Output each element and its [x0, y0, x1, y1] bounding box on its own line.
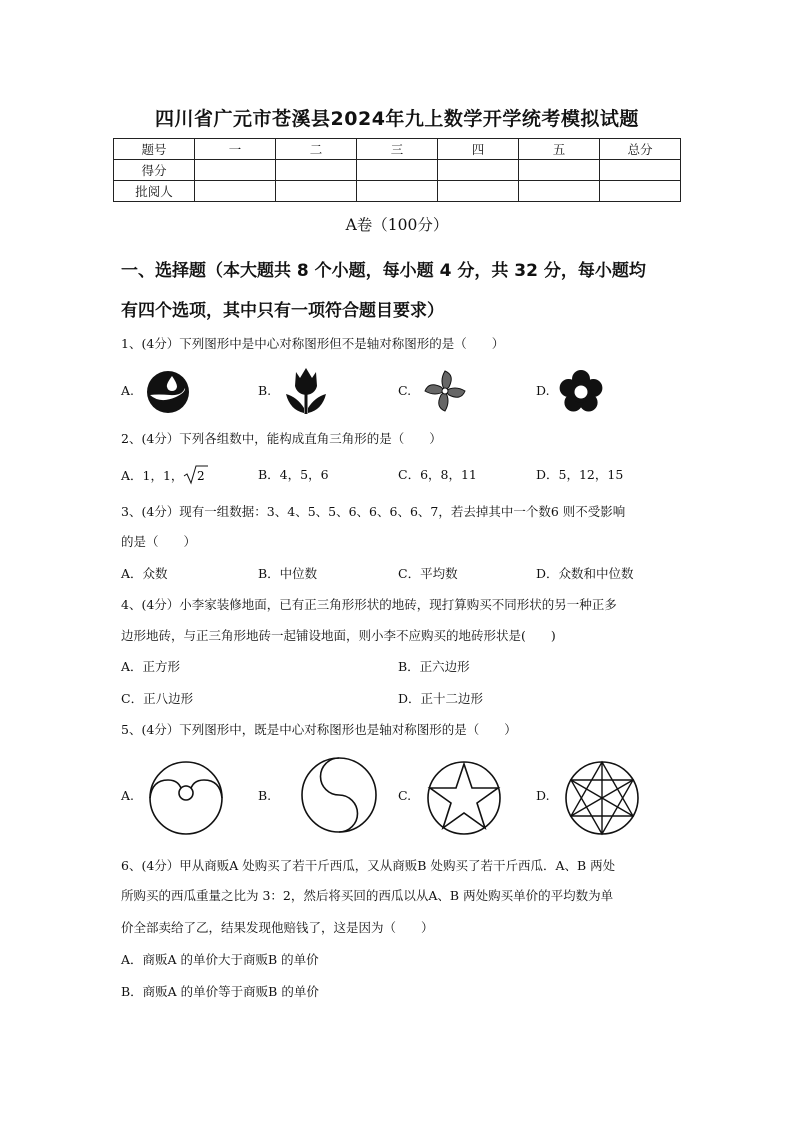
q2-option-c: C．6，8，11: [398, 467, 477, 482]
drop-circle-icon: [146, 370, 190, 414]
q1-option-c-label: C.: [398, 383, 412, 398]
q3-option-c: C．平均数: [398, 566, 458, 581]
q2-option-b: B．4，5，6: [258, 467, 329, 482]
q1-option-b-label: B.: [258, 383, 272, 398]
yin-yang-icon: [300, 756, 378, 834]
score-table-header-row: [114, 139, 681, 160]
table-header-cell: 总分: [600, 139, 681, 160]
q1-option-a-label: A.: [121, 383, 135, 398]
score-cell: [600, 181, 681, 202]
score-cell: [276, 160, 357, 181]
q5-option-a-label: A.: [121, 788, 135, 803]
q5-option-b-label: B.: [258, 788, 272, 803]
section-heading-line1: 一、选择题（本大题共 8 个小题，每小题 4 分，共 32 分，每小题均: [121, 261, 646, 281]
question-5-stem: 5、(4分）下列图形中，既是中心对称图形也是轴对称图形的是（ ）: [121, 722, 517, 737]
tulip-icon: [282, 366, 330, 416]
q4-option-a: A．正方形: [121, 659, 181, 674]
q1-option-d-label: D.: [536, 383, 550, 398]
table-header-cell: 四: [438, 139, 519, 160]
question-6-line2: 所购买的西瓜重量之比为 3：2，然后将买回的西瓜以从A、B 两处购买单价的平均数为单: [121, 888, 614, 903]
score-cell: [519, 160, 600, 181]
q5-option-d-label: D.: [536, 788, 550, 803]
row-label: 批阅人: [114, 181, 195, 202]
table-header-cell: 二: [276, 139, 357, 160]
question-6-line1: 6、(4分）甲从商贩A 处购买了若干斤西瓜，又从商贩B 处购买了若干斤西瓜．A、B 两处: [121, 858, 616, 873]
flower-icon: [559, 370, 603, 414]
question-2-stem: 2、(4分）下列各组数中，能构成直角三角形的是（ ）: [121, 431, 442, 446]
question-4-line1: 4、(4分）小李家装修地面，已有正三角形形状的地砖，现打算购买不同形状的另一种正多: [121, 597, 617, 612]
q4-option-d: D．正十二边形: [398, 691, 484, 706]
score-cell: [519, 181, 600, 202]
circle-heart-icon: [148, 760, 224, 836]
hexagram-flower-icon: [564, 760, 640, 836]
row-label: 得分: [114, 160, 195, 181]
score-cell: [195, 181, 276, 202]
section-heading-line2: 有四个选项，其中只有一项符合题目要求）: [121, 301, 444, 321]
q5-option-c-label: C.: [398, 788, 412, 803]
pinwheel-icon: [421, 367, 469, 415]
q3-option-d: D．众数和中位数: [536, 566, 634, 581]
table-header-cell: 题号: [114, 139, 195, 160]
score-cell: [357, 160, 438, 181]
q2-radicand: 2: [197, 469, 206, 483]
volume-heading: A卷（100分）: [345, 216, 449, 234]
table-header-cell: 一: [195, 139, 276, 160]
q2-option-a: [121, 465, 209, 485]
star-in-circle-icon: [426, 760, 502, 836]
question-4-line2: 边形地砖，与正三角形地砖一起铺设地面，则小李不应购买的地砖形状是( ): [121, 628, 556, 643]
table-header-cell: 三: [357, 139, 438, 160]
question-6-line3: 价全部卖给了乙，结果发现他赔钱了，这是因为（ ）: [121, 920, 434, 935]
q3-option-b: B．中位数: [258, 566, 318, 581]
q4-option-b: B．正六边形: [398, 659, 470, 674]
question-1-stem: 1、(4分）下列图形中是中心对称图形但不是轴对称图形的是（ ）: [121, 336, 505, 351]
score-cell: [195, 160, 276, 181]
score-cell: [276, 181, 357, 202]
question-3-line2: 的是（ ）: [121, 534, 197, 549]
score-table: [113, 138, 681, 202]
q6-option-b: B．商贩A 的单价等于商贩B 的单价: [121, 984, 319, 999]
score-cell: [357, 181, 438, 202]
q4-option-c: C．正八边形: [121, 691, 194, 706]
q2-option-a-text: A．1，1，: [121, 468, 184, 483]
score-cell: [600, 160, 681, 181]
grader-row: [114, 181, 681, 202]
table-header-cell: 五: [519, 139, 600, 160]
q3-option-a: A．众数: [121, 566, 168, 581]
score-cell: [438, 181, 519, 202]
score-cell: [438, 160, 519, 181]
question-3-line1: 3、(4分）现有一组数据：3、4、5、5、6、6、6、6、7，若去掉其中一个数6 则不受影响: [121, 504, 626, 519]
page-title: 四川省广元市苍溪县2024年九上数学开学统考模拟试题: [155, 108, 639, 130]
score-row: [114, 160, 681, 181]
q2-option-d: D．5，12，15: [536, 467, 624, 482]
square-root-icon: [183, 465, 209, 485]
q6-option-a: A．商贩A 的单价大于商贩B 的单价: [121, 952, 319, 967]
